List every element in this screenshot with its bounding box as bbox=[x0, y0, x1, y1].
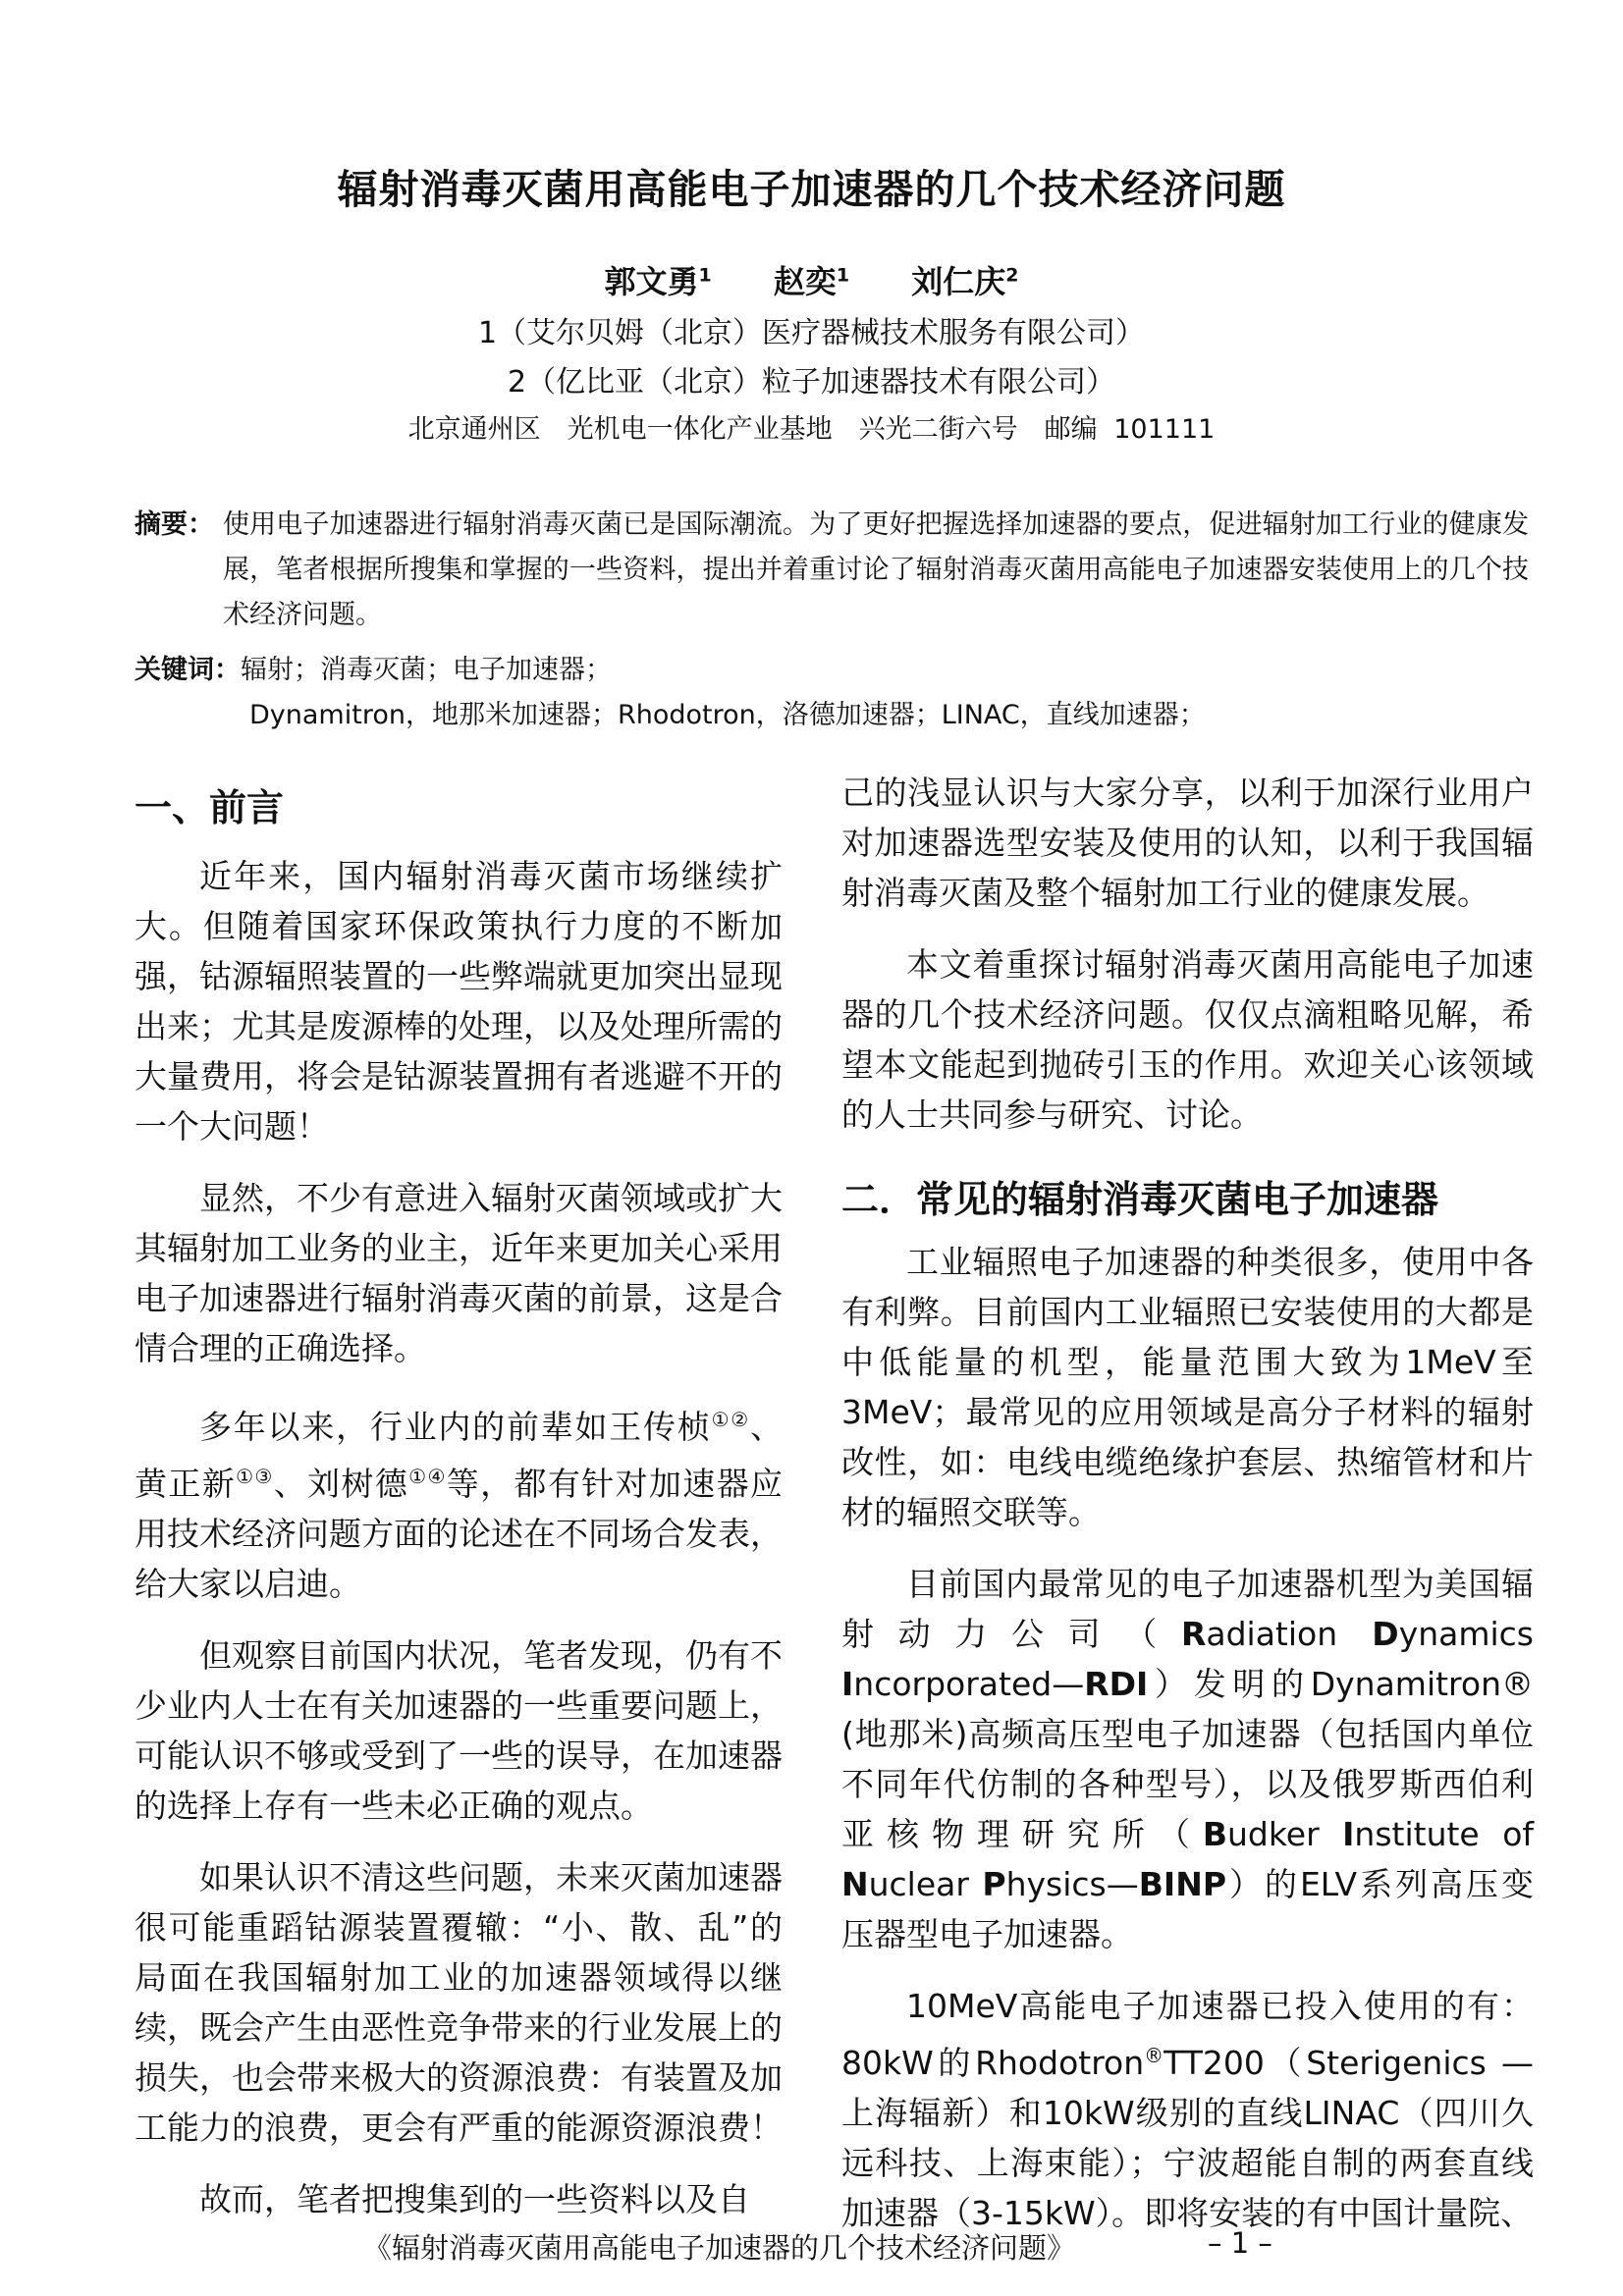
abbreviation: BINP bbox=[1138, 1865, 1227, 1903]
paragraph-continued: 己的浅显认识与大家分享，以利于加深行业用户对加速器选型安装及使用的认知，以利于我国辐射消毒灭菌及整个辐射加工行业的健康发展。 bbox=[841, 774, 1534, 912]
abstract-block bbox=[135, 503, 1529, 638]
text-run: hysics— bbox=[1005, 1865, 1139, 1903]
initial: B bbox=[1202, 1815, 1227, 1853]
author bbox=[604, 263, 711, 300]
right-column bbox=[841, 768, 1534, 2260]
affiliation-2: 2（亿比亚（北京）粒子加速器技术有限公司） bbox=[507, 365, 1116, 400]
text-run: udker bbox=[1227, 1815, 1343, 1853]
paragraph bbox=[841, 1981, 1534, 2238]
text-run: ）发明的Dynamitron® (地那米)高频高压型电子加速器（包括国内单位不同年代仿制的各种型号），以及俄罗斯西伯利亚核物理研究所（ bbox=[841, 1665, 1534, 1853]
text-run: 、刘树德 bbox=[273, 1465, 409, 1503]
footer-title: 《辐射消毒灭菌用高能电子加速器的几个技术经济问题》 bbox=[363, 2231, 1076, 2265]
paragraph: 故而，笔者把搜集到的一些资料以及自 bbox=[199, 2180, 750, 2218]
initial: I bbox=[1342, 1815, 1355, 1853]
text-run: TT200（Sterigenics —上海辐新）和10kW级别的直线LINAC（四川久远科技、上海束能）；宁波超能自制的两套直线加速器（3-15kW）。即将安装的有中国计量院、 bbox=[841, 2044, 1534, 2232]
keywords-block bbox=[135, 648, 1529, 738]
page-number: – 1 – bbox=[1208, 2226, 1272, 2260]
author-affiliation-mark: 1 bbox=[698, 264, 712, 287]
paragraph: 但观察目前国内状况，笔者发现，仍有不少业内人士在有关加速器的一些重要问题上，可能认识不够或受到了一些的误导，在加速器的选择上存有一些未必正确的观点。 bbox=[135, 1636, 783, 1825]
author-affiliation-mark: 1 bbox=[836, 264, 850, 287]
initial: P bbox=[982, 1865, 1006, 1903]
initial: I bbox=[841, 1665, 854, 1703]
author bbox=[911, 263, 1018, 300]
left-column bbox=[135, 766, 783, 2246]
author-list bbox=[0, 257, 1623, 302]
paragraph bbox=[841, 1559, 1534, 1959]
initial: R bbox=[1180, 1615, 1207, 1653]
address-line: 北京通州区 光机电一体化产业基地 兴光二街六号 邮编 101111 bbox=[407, 414, 1216, 445]
author-name: 赵奕 bbox=[773, 263, 837, 300]
keywords-label: 关键词： bbox=[135, 655, 241, 685]
text-run: 等，都有针对加速器应用技术经济问题方面的论述在不同场合发表，给大家以启迪。 bbox=[135, 1465, 784, 1603]
citation-mark: ①③ bbox=[236, 1465, 274, 1488]
abstract-label: 摘要： bbox=[135, 509, 214, 540]
text-run: 目前国内最常见的电子加速器机型为美国辐射动力公司（ bbox=[841, 1565, 1534, 1653]
paper-title: 辐射消毒灭菌用高能电子加速器的几个技术经济问题 bbox=[337, 166, 1286, 213]
citation-mark: ①④ bbox=[408, 1465, 447, 1488]
author-name: 刘仁庆 bbox=[911, 263, 1006, 300]
paragraph: 如果认识不清这些问题，未来灭菌加速器很可能重蹈钴源装置覆辙：“小、散、乱”的局面在我国辐射加工业的加速器领域得以继续，既会产生由恶性竞争带来的行业发展上的损失，也会带来极大的资源浪费：有装置及加工能力的浪费，更会有严重的能源资源浪费！ bbox=[135, 1858, 783, 2147]
paragraph: 本文着重探讨辐射消毒灭菌用高能电子加速器的几个技术经济问题。仅仅点滴粗略见解，希望本文能起到抛砖引玉的作用。欢迎关心该领域的人士共同参与研究、讨论。 bbox=[841, 945, 1534, 1134]
paragraph: 近年来，国内辐射消毒灭菌市场继续扩大。但随着国家环保政策执行力度的不断加强，钴源辐照装置的一些弊端就更加突出显现出来；尤其是废源棒的处理，以及处理所需的大量费用，将会是钴源装置拥有者逃避不开的一个大问题！ bbox=[135, 857, 783, 1146]
registered-mark: ® bbox=[1144, 2044, 1164, 2067]
citation-mark: ①② bbox=[711, 1408, 751, 1431]
keywords-line-1: 辐射；消毒灭菌；电子加速器； bbox=[241, 655, 612, 685]
text-run: ncorporated— bbox=[853, 1665, 1085, 1703]
author bbox=[774, 263, 849, 300]
text-run: ）的ELV系列高压变压器型电子加速器。 bbox=[841, 1865, 1535, 1953]
keywords-line-2: Dynamitron，地那米加速器；Rhodotron，洛德加速器；LINAC，直线加速器； bbox=[249, 700, 1206, 730]
author-name: 郭文勇 bbox=[604, 263, 699, 300]
paragraph bbox=[135, 1395, 783, 1609]
text-run: 多年以来，行业内的前辈如王传桢 bbox=[199, 1408, 712, 1446]
section-heading-accelerators: 二．常见的辐射消毒灭菌电子加速器 bbox=[841, 1178, 1439, 1221]
text-run: uclear bbox=[868, 1865, 983, 1903]
text-run: adiation bbox=[1206, 1615, 1373, 1653]
paragraph: 工业辐照电子加速器的种类很多，使用中各有利弊。目前国内工业辐照已安装使用的大都是中低能量的机型，能量范围大致为1MeV至3MeV；最常见的应用领域是高分子材料的辐射改性，如：电线电缆绝缘护套层、热缩管材和片材的辐照交联等。 bbox=[841, 1243, 1534, 1531]
affiliation-1: 1（艾尔贝姆（北京）医疗器械技术服务有限公司） bbox=[477, 316, 1146, 350]
text-run: 10MeV高能电子加速器已投入使用的有：80kW的Rhodotron bbox=[841, 1987, 1534, 2082]
text-run: 、黄正新 bbox=[135, 1408, 784, 1503]
abbreviation: RDI bbox=[1084, 1665, 1149, 1703]
abstract-text: 使用电子加速器进行辐射消毒灭菌已是国际潮流。为了更好把握选择加速器的要点，促进辐射加工行业的健康发展，笔者根据所搜集和掌握的一些资料，提出并着重讨论了辐射消毒灭菌用高能电子加速器安装使用上的几个技术经济问题。 bbox=[223, 509, 1529, 630]
text-run: nstitute of bbox=[1354, 1815, 1535, 1853]
paragraph: 显然，不少有意进入辐射灭菌领域或扩大其辐射加工业务的业主，近年来更加关心采用电子加速器进行辐射消毒灭菌的前景，这是合情合理的正确选择。 bbox=[135, 1179, 783, 1367]
author-affiliation-mark: 2 bbox=[1005, 264, 1019, 287]
initial: N bbox=[841, 1865, 869, 1903]
initial: D bbox=[1372, 1615, 1399, 1653]
section-heading-intro: 一、前言 bbox=[135, 786, 285, 829]
text-run: ynamics bbox=[1398, 1615, 1535, 1653]
